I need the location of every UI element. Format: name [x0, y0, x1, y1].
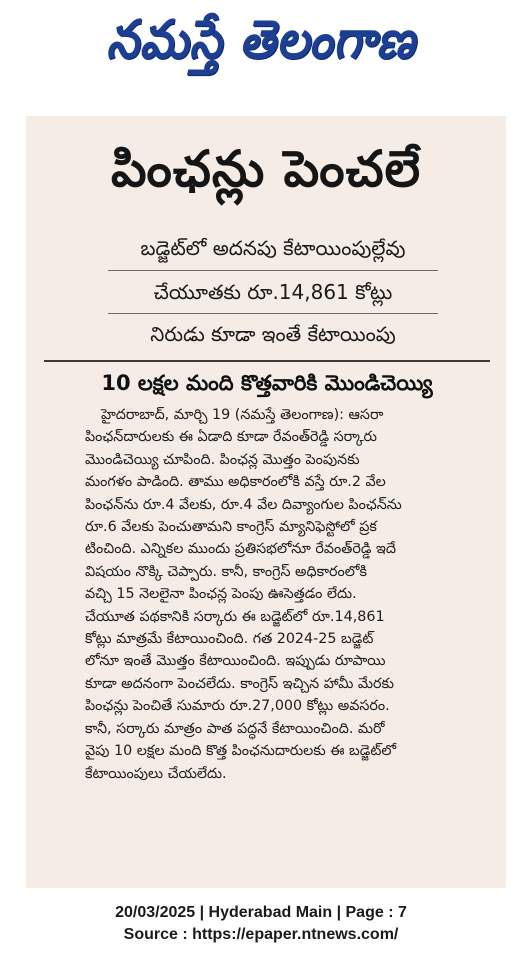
body-line: రూ.6 వేలకు పెంచుతామని కాంగ్రెస్ మ్యానిఫెస్టోలో ప్రక — [85, 519, 377, 536]
body-line: లోనూ ఇంతే మొత్తం కేటాయించింది. ఇప్పుడు రూపాయి — [85, 653, 386, 670]
body-line: చేయూత పథకానికి సర్కారు ఈ బడ్జెట్‌లో రూ.14,861 — [85, 608, 385, 625]
body-line: పింఛన్‌దారులకు ఈ ఏడాది కూడా రేవంత్‌రెడ్డి సర్కారు — [85, 429, 377, 446]
edition-info: 20/03/2025 | Hyderabad Main | Page : 7 — [115, 904, 407, 921]
article-deck-3: నిరుడు కూడా ఇంతే కేటాయింపు — [150, 322, 396, 346]
body-line: కేటాయింపులు చేయలేదు. — [85, 765, 227, 782]
article-kicker: 10 లక్షల మంది కొత్తవారికి మొండిచెయ్యి — [101, 371, 433, 395]
body-line: వచ్చి 15 నెలలైనా పింఛన్ల పెంపు ఊసెత్తడం లేదు. — [85, 586, 357, 603]
body-line: మొండిచెయ్యి చూపింది. పింఛన్ల మొత్తం పెంపునకు — [85, 451, 360, 468]
body-line: మంగళం పాడింది. తాము అధికారంలోకి వస్తే రూ.2 వేల — [85, 474, 386, 491]
article-body — [85, 404, 485, 785]
body-line: పింఛన్‌ను రూ.4 వేలకు, రూ.4 వేల దివ్యాంగుల పింఛన్‌ను — [85, 496, 402, 513]
body-line: వైపు 10 లక్షల మంది కొత్త పింఛనుదారులకు ఈ బడ్జెట్‌లో — [85, 743, 397, 760]
article-deck-1: బడ్జెట్‌లో అదనపు కేటాయింపుల్లేవు — [140, 236, 406, 260]
masthead — [0, 0, 522, 92]
article-headline: పింఛన్లు పెంచలే — [110, 140, 422, 198]
body-line: టించింది. ఎన్నికల ముందు ప్రతిసభలోనూ రేవంత్‌రెడ్డి ఇదే — [85, 541, 396, 558]
body-line: పింఛన్లు పెంచితే సుమారు రూ.27,000 కోట్లు అవసరం. — [85, 698, 390, 715]
deck-divider — [108, 313, 438, 314]
body-line: కానీ, సర్కారు మాత్రం పాత పద్ధనే కేటాయించింది. మరో — [85, 720, 385, 737]
deck-divider — [108, 270, 438, 271]
body-line: కోట్లు మాత్రమే కేటాయించింది. గత 2024-25 బడ్జెట్ — [85, 631, 374, 648]
article-deck-2: చేయూతకు రూ.14,861 కోట్లు — [153, 280, 393, 304]
body-line: హైదరాబాద్, మార్చి 19 (నమస్తే తెలంగాణ): ఆసరా — [101, 407, 384, 423]
body-line: కూడా అదనంగా పెంచలేదు. కాంగ్రెస్ ఇచ్చిన హామీ మేరకు — [85, 675, 394, 692]
kicker-divider — [44, 360, 490, 362]
body-line: విషయం నొక్కి చెప్పారు. కానీ, కాంగ్రెస్ అధికారంలోకి — [85, 563, 367, 580]
source-link[interactable]: Source : https://epaper.ntnews.com/ — [123, 926, 399, 943]
newspaper-logo: నమస్తే తెలంగాణ — [106, 8, 416, 71]
